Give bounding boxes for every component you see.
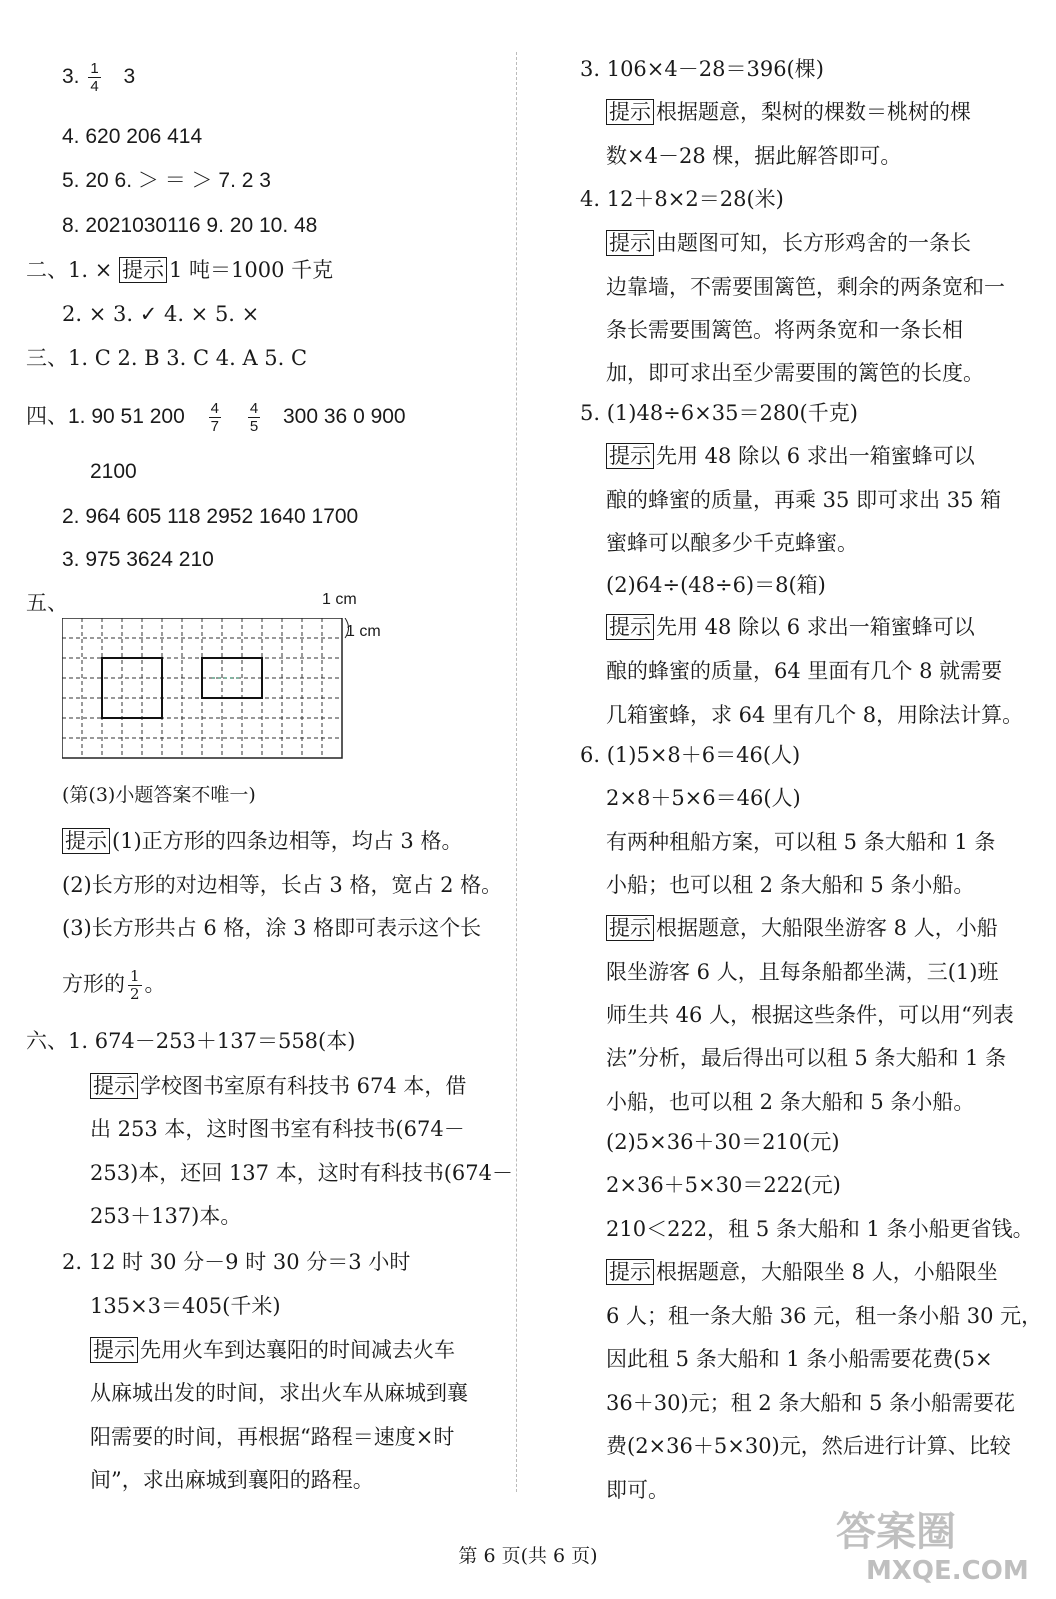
r-hint-5-1-line-1: 提示 先用 48 除以 6 求出一箱蜜蜂可以 xyxy=(606,441,975,471)
hint-6-2-line-3: 阳需要的时间，再根据“路程＝速度×时 xyxy=(90,1425,455,1449)
hint-tag: 提示 xyxy=(606,915,654,941)
r-hint-3-line-1: 提示 根据题意，梨树的棵数＝桃树的棵 xyxy=(606,97,971,127)
r-6-6-2-b: 2×36＋5×30＝222(元) xyxy=(606,1173,841,1197)
section-4-line-4: 3. 975 3624 210 xyxy=(62,548,214,571)
hint-tag: 提示 xyxy=(606,443,654,469)
hint-5-line-3: (3)长方形共占 6 格，涂 3 格即可表示这个长 xyxy=(62,916,482,940)
hint-6-1-line-2: 出 253 本，这时图书室有科技书(674－ xyxy=(90,1117,465,1141)
hint-6-2-line-4: 间”，求出麻城到襄阳的路程。 xyxy=(90,1468,374,1492)
answer-1-8-10: 8. 2021030116 9. 20 10. 48 xyxy=(62,214,318,237)
hint-tag: 提示 xyxy=(119,257,167,283)
r-hint-5-1-line-2: 酿的蜂蜜的质量，再乘 35 即可求出 35 箱 xyxy=(606,488,1002,512)
section-6-2-line-2: 135×3＝405(千米) xyxy=(90,1294,281,1318)
hint-5-line-2: (2)长方形的对边相等，长占 3 格，宽占 2 格。 xyxy=(62,873,503,897)
hint-tag: 提示 xyxy=(606,614,654,640)
hint-5-line-4: 方形的 $\frac{1}{2}$ 。 xyxy=(62,967,166,1003)
hint-5-line-1: 提示 (1)正方形的四条边相等，均占 3 格。 xyxy=(62,826,462,856)
r-hint-6-1-line-2: 限坐游客 6 人，且每条船都坐满，三(1)班 xyxy=(606,960,999,984)
r-6-4: 4. 12＋8×2＝28(米) xyxy=(580,187,784,211)
r-6-6-2: (2)5×36＋30＝210(元) xyxy=(606,1130,840,1154)
r-hint-6-2-line-4: 36＋30)元；租 2 条大船和 5 条小船需要花 xyxy=(606,1391,1016,1415)
section-5-label: 五、 xyxy=(26,591,68,615)
r-6-6-ans-1: 有两种租船方案，可以租 5 条大船和 1 条 xyxy=(606,830,996,854)
hint-tag: 提示 xyxy=(606,99,654,125)
answer-1-5-7: 5. 20 6. ＞ ＝ ＞ 7. 2 3 xyxy=(62,169,271,192)
r-6-5-2: (2)64÷(48÷6)＝8(箱) xyxy=(606,573,826,597)
r-hint-5-2-line-3: 几箱蜜蜂，求 64 里有几个 8，用除法计算。 xyxy=(606,703,1024,727)
r-hint-6-1-line-1: 提示 根据题意，大船限坐游客 8 人，小船 xyxy=(606,913,998,943)
r-hint-4-line-3: 条长需要围篱笆。将两条宽和一条长相 xyxy=(606,318,963,342)
hint-tag: 提示 xyxy=(90,1337,138,1363)
section-4-line-2: 2100 xyxy=(90,460,137,483)
fraction: $\frac{1}{2}$ xyxy=(130,967,140,1003)
section-3: 三、1. C 2. B 3. C 4. A 5. C xyxy=(26,346,308,370)
r-hint-6-1-line-5: 小船，也可以租 2 条大船和 5 条小船。 xyxy=(606,1090,975,1114)
section-4-line-3: 2. 964 605 118 2952 1640 1700 xyxy=(62,505,359,528)
section-2-line-2: 2. × 3. ✓ 4. × 5. × xyxy=(62,302,260,326)
note-answer-not-unique: (第(3)小题答案不唯一) xyxy=(62,784,256,806)
section-4-line-1: 四、1. 90 51 200 $\frac{4}{7}$ $\frac{4}{5}$ 300 36 0 900 xyxy=(26,400,406,435)
hint-tag: 提示 xyxy=(606,230,654,256)
watermark-url: MXQE.COM xyxy=(866,1556,1029,1586)
r-6-5-1: 5. (1)48÷6×35＝280(千克) xyxy=(580,401,858,425)
r-hint-4-line-4: 加，即可求出至少需要围的篱笆的长度。 xyxy=(606,361,984,385)
hint-6-2-line-1: 提示 先用火车到达襄阳的时间减去火车 xyxy=(90,1335,455,1365)
hint-tag: 提示 xyxy=(90,1073,138,1099)
r-hint-6-1-line-3: 师生共 46 人，根据这些条件，可以用“列表 xyxy=(606,1003,1014,1027)
square-shape xyxy=(102,658,162,718)
hint-tag: 提示 xyxy=(62,828,110,854)
item-label: 3. xyxy=(62,65,80,89)
hint-6-1-line-1: 提示 学校图书室原有科技书 674 本，借 xyxy=(90,1071,466,1101)
cm-label-top: 1 cm xyxy=(322,591,357,608)
r-hint-6-2-line-5: 费(2×36＋5×30)元，然后进行计算、比较 xyxy=(606,1434,1011,1458)
r-hint-6-2-line-6: 即可。 xyxy=(606,1478,669,1502)
r-6-6-1-b: 2×8＋5×6＝46(人) xyxy=(606,786,801,810)
r-hint-6-1-line-4: 法”分析，最后得出可以租 5 条大船和 1 条 xyxy=(606,1046,1007,1070)
fraction: $\frac{4}{5}$ xyxy=(249,400,259,435)
r-hint-5-1-line-3: 蜜蜂可以酿多少千克蜂蜜。 xyxy=(606,531,858,555)
answer-1-3: 3. $\frac{1}{4}$ 3 xyxy=(62,60,136,95)
r-hint-5-2-line-1: 提示 先用 48 除以 6 求出一箱蜜蜂可以 xyxy=(606,612,975,642)
answer-1-4: 4. 620 206 414 xyxy=(62,125,203,148)
page-footer: 第 6 页(共 6 页) xyxy=(458,1545,598,1567)
cm-brace-side xyxy=(345,618,349,638)
r-hint-4-line-1: 提示 由题图可知，长方形鸡舍的一条长 xyxy=(606,228,971,258)
section-6-2-line-1: 2. 12 时 30 分－9 时 30 分＝3 小时 xyxy=(62,1250,411,1274)
r-hint-6-2-line-1: 提示 根据题意，大船限坐 8 人，小船限坐 xyxy=(606,1257,998,1287)
column-divider xyxy=(516,52,518,1492)
section-2-line-1: 二、1. × 提示 1 吨＝1000 千克 xyxy=(26,258,334,282)
r-6-3: 3. 106×4－28＝396(棵) xyxy=(580,57,824,81)
hint-tag: 提示 xyxy=(606,1259,654,1285)
r-6-6-2-conclusion: 210＜222，租 5 条大船和 1 条小船更省钱。 xyxy=(606,1217,1034,1241)
hint-6-1-line-4: 253＋137)本。 xyxy=(90,1204,242,1228)
r-hint-3-line-2: 数×4－28 棵，据此解答即可。 xyxy=(606,144,902,168)
watermark-logo: 答案圈 xyxy=(836,1509,956,1555)
cm-label-side: 1 cm xyxy=(346,623,381,640)
r-hint-5-2-line-2: 酿的蜂蜜的质量，64 里面有几个 8 就需要 xyxy=(606,659,1003,683)
r-hint-6-2-line-2: 6 人；租一条大船 36 元，租一条小船 30 元， xyxy=(606,1304,1043,1328)
hint-6-2-line-2: 从麻城出发的时间，求出火车从麻城到襄 xyxy=(90,1381,468,1405)
r-6-6-1: 6. (1)5×8＋6＝46(人) xyxy=(580,743,801,767)
grid-figure xyxy=(62,618,362,768)
r-hint-4-line-2: 边靠墙，不需要围篱笆，剩余的两条宽和一 xyxy=(606,275,1005,299)
section-6-1: 六、1. 674－253＋137＝558(本) xyxy=(26,1029,356,1053)
fraction: $\frac{1}{4}$ xyxy=(90,60,99,95)
r-6-6-ans-2: 小船；也可以租 2 条大船和 5 条小船。 xyxy=(606,873,975,897)
fraction: $\frac{4}{7}$ xyxy=(210,400,219,435)
hint-6-1-line-3: 253)本，还回 137 本，这时有科技书(674－ xyxy=(90,1161,513,1185)
r-hint-6-2-line-3: 因此租 5 条大船和 1 条小船需要花费(5× xyxy=(606,1347,993,1371)
